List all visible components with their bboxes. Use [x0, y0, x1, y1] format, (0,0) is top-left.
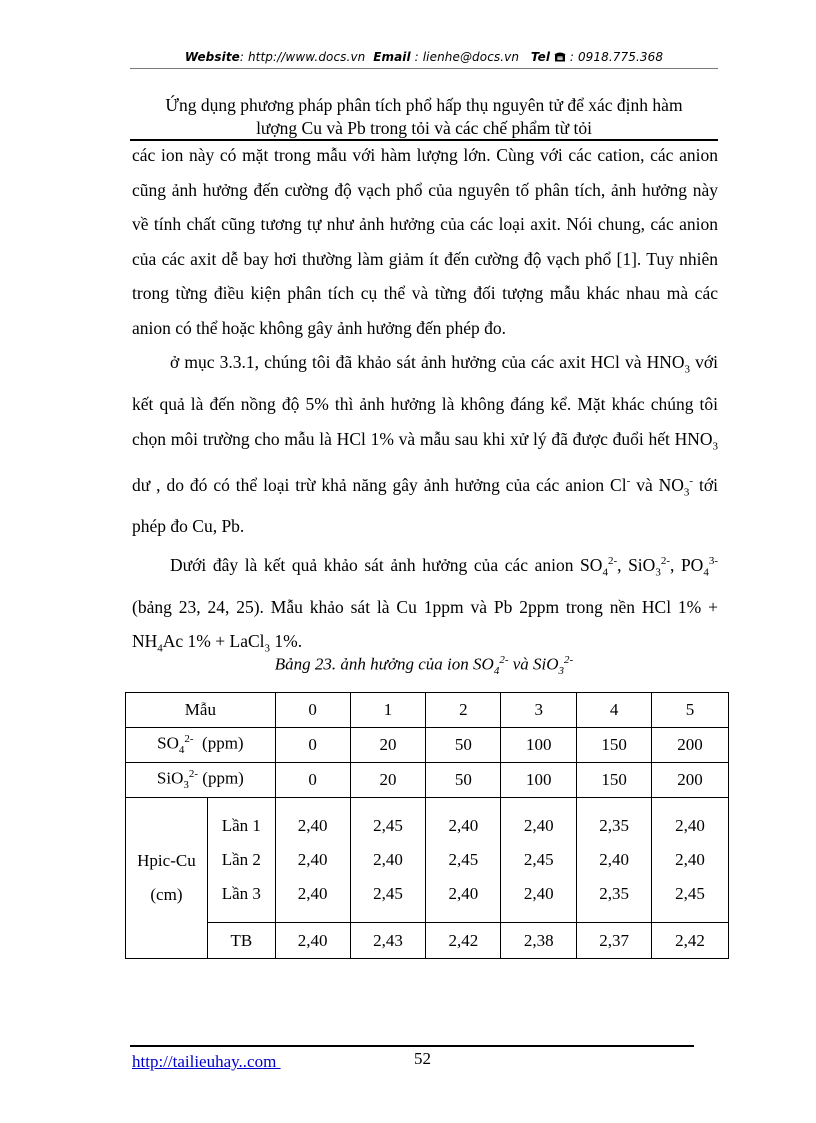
table-cell: 2,37 — [577, 923, 652, 959]
table-cell: 2,40 — [275, 923, 350, 959]
sample-cell: 3 — [501, 693, 577, 728]
document-title — [130, 94, 718, 140]
header-label-cell: Mẫu — [126, 693, 276, 728]
sio3-row — [126, 763, 729, 798]
phone-icon — [554, 51, 566, 62]
email-value: : lienhe@docs.vn — [414, 50, 520, 64]
sample-cell: 1 — [350, 693, 426, 728]
so4-label-cell: $SO_4^{2-}$ (ppm) — [126, 728, 276, 763]
table-cell: 2,43 — [350, 923, 426, 959]
sample-cell: 2 — [426, 693, 501, 728]
so4-row — [126, 728, 729, 763]
paragraph-3: Dưới đây là kết quả khảo sát ảnh hưởng của các anion $SO_4^{2-}$, SiO$_3^{2-}$, $PO_4^{3-}$ (bảng 23, 24, 25). Mẫu khảo sát là Cu 1ppm và Pb 2ppm trong nền HCl $1\% + NH_4Ac$ 1% + LaCl$_3$ 1%. — [132, 554, 718, 655]
table-cell: 100 — [501, 763, 577, 798]
website-label: Website — [184, 50, 240, 64]
table-cell: 0 — [275, 763, 350, 798]
title-line-1: Ứng dụng phương pháp phân tích phổ hấp thụ nguyên tử để xác định hàm — [165, 95, 683, 115]
table-header-row — [126, 693, 729, 728]
run-values-cell: 2,35 2,40 2,35 — [577, 798, 652, 923]
data-table — [125, 692, 729, 959]
table-cell: 2,42 — [426, 923, 501, 959]
sample-cell: 4 — [577, 693, 652, 728]
runs-row — [126, 798, 729, 923]
table-cell: 150 — [577, 728, 652, 763]
footer-link[interactable]: http://tailieuhay..com — [132, 1052, 281, 1071]
sample-cell: 5 — [652, 693, 729, 728]
average-row — [126, 923, 729, 959]
site-header — [130, 50, 718, 64]
email-label: Email — [373, 50, 411, 64]
run-values-cell: 2,40 2,40 2,45 — [652, 798, 729, 923]
table-cell: 2,38 — [501, 923, 577, 959]
hpic-cu-label-cell: Hpic-Cu (cm) — [126, 798, 208, 959]
table-cell: 150 — [577, 763, 652, 798]
table-cell: 50 — [426, 728, 501, 763]
run-values-cell: 2,40 2,45 2,40 — [426, 798, 501, 923]
website-value: : http://www.docs.vn — [239, 50, 366, 64]
title-line-2: lượng Cu và Pb trong tỏi và các chế phẩm từ tỏi — [256, 118, 592, 138]
tel-value: : 0918.775.368 — [569, 50, 664, 64]
table-cell: 2,42 — [652, 923, 729, 959]
header-divider — [130, 68, 718, 69]
table-cell: 50 — [426, 763, 501, 798]
paragraph-1: các ion này có mặt trong mẫu với hàm lượng lớn. Cùng với các cation, các anion cũng ảnh hưởng đến cường độ vạch phổ của nguyên tố phân tích, ảnh hưởng này về tính chất cũng tương tự như ảnh hưởng của các loại axit. Nói chung, các anion của các axit dễ bay hơi thường làm giảm ít đến cường độ vạch phổ [1]. Tuy nhiên trong từng điều kiện phân tích cụ thể và từng đối tượng mẫu khác nhau mà các anion có thể hoặc không gây ảnh hưởng đến phép đo. — [132, 145, 718, 338]
run-values-cell: 2,40 2,40 2,40 — [275, 798, 350, 923]
run-values-cell: 2,45 2,40 2,45 — [350, 798, 426, 923]
table-cell: 200 — [652, 728, 729, 763]
table-caption: Bảng 23. ảnh hưởng của ion $SO_4^{2-}$ và SiO$_3^{2-}$ — [274, 654, 574, 678]
run-values-cell: 2,40 2,45 2,40 — [501, 798, 577, 923]
page-number: 52 — [414, 1049, 431, 1068]
run-labels-cell: Lần 1 Lần 2 Lần 3 — [207, 798, 275, 923]
table-cell: 200 — [652, 763, 729, 798]
footer-divider — [130, 1045, 694, 1047]
table-cell: 20 — [350, 728, 426, 763]
average-label-cell: TB — [207, 923, 275, 959]
sample-cell: 0 — [275, 693, 350, 728]
body-text — [132, 138, 718, 666]
tel-label: Tel — [530, 50, 551, 64]
paragraph-2: ở mục 3.3.1, chúng tôi đã khảo sát ảnh hưởng của các axit HCl và $HNO_3$ với kết quả là đến nồng độ 5% thì ảnh hưởng là không đáng kể. Mặt khác chúng tôi chọn môi trường cho mẫu là HCl 1% và mẫu sau khi xử lý đã được đuổi hết $HNO_3$ dư , do đó có thể loại trừ khả năng gây ảnh hưởng của các anion Cl- và $NO_3^-$ tới phép đo Cu, Pb. — [132, 352, 719, 537]
table-cell: 0 — [275, 728, 350, 763]
table-cell: 100 — [501, 728, 577, 763]
sio3-label-cell: SiO$_3^{2-}$ (ppm) — [126, 763, 276, 798]
table-cell: 20 — [350, 763, 426, 798]
